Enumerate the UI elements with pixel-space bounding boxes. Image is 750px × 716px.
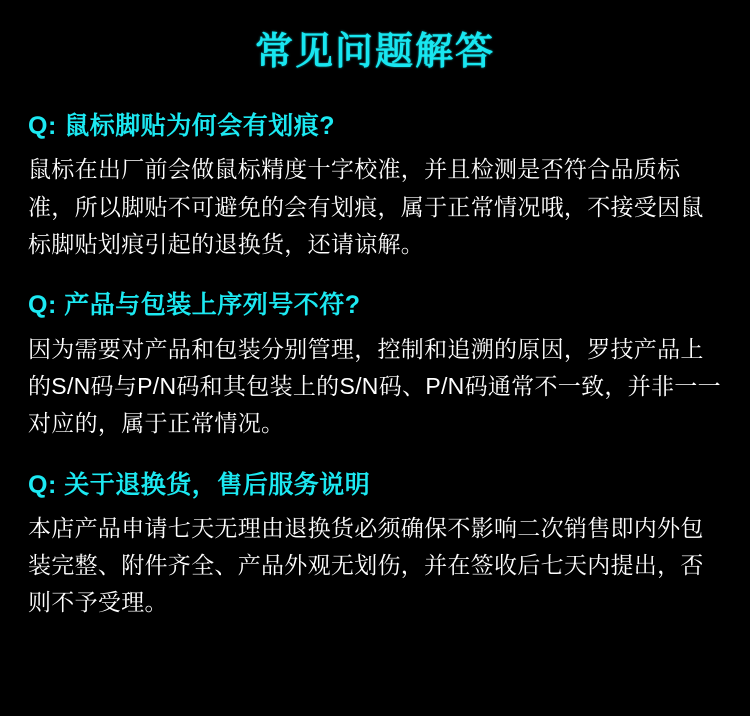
faq-list [28, 110, 722, 621]
page-title: 常见问题解答 [254, 31, 495, 73]
faq-item [28, 289, 722, 443]
faq-question: Q: 鼠标脚贴为何会有划痕? [28, 111, 335, 140]
faq-question: Q: 关于退换货，售后服务说明 [28, 470, 371, 499]
faq-answer: 因为需要对产品和包装分别管理，控制和追溯的原因，罗技产品上的S/N码与P/N码和其包装上的S/N码、P/N码通常不一致，并非一一对应的，属于正常情况。 [28, 335, 721, 437]
faq-item [28, 110, 722, 264]
faq-answer: 鼠标在出厂前会做鼠标精度十字校准，并且检测是否符合品质标准，所以脚贴不可避免的会有划痕，属于正常情况哦，不接受因鼠标脚贴划痕引起的退换货，还请谅解。 [28, 156, 704, 257]
faq-item [28, 469, 722, 621]
faq-answer: 本店产品申请七天无理由退换货必须确保不影响二次销售即内外包装完整、附件齐全、产品外观无划伤，并在签收后七天内提出，否则不予受理。 [28, 515, 704, 615]
faq-question: Q: 产品与包装上序列号不符? [28, 291, 361, 320]
